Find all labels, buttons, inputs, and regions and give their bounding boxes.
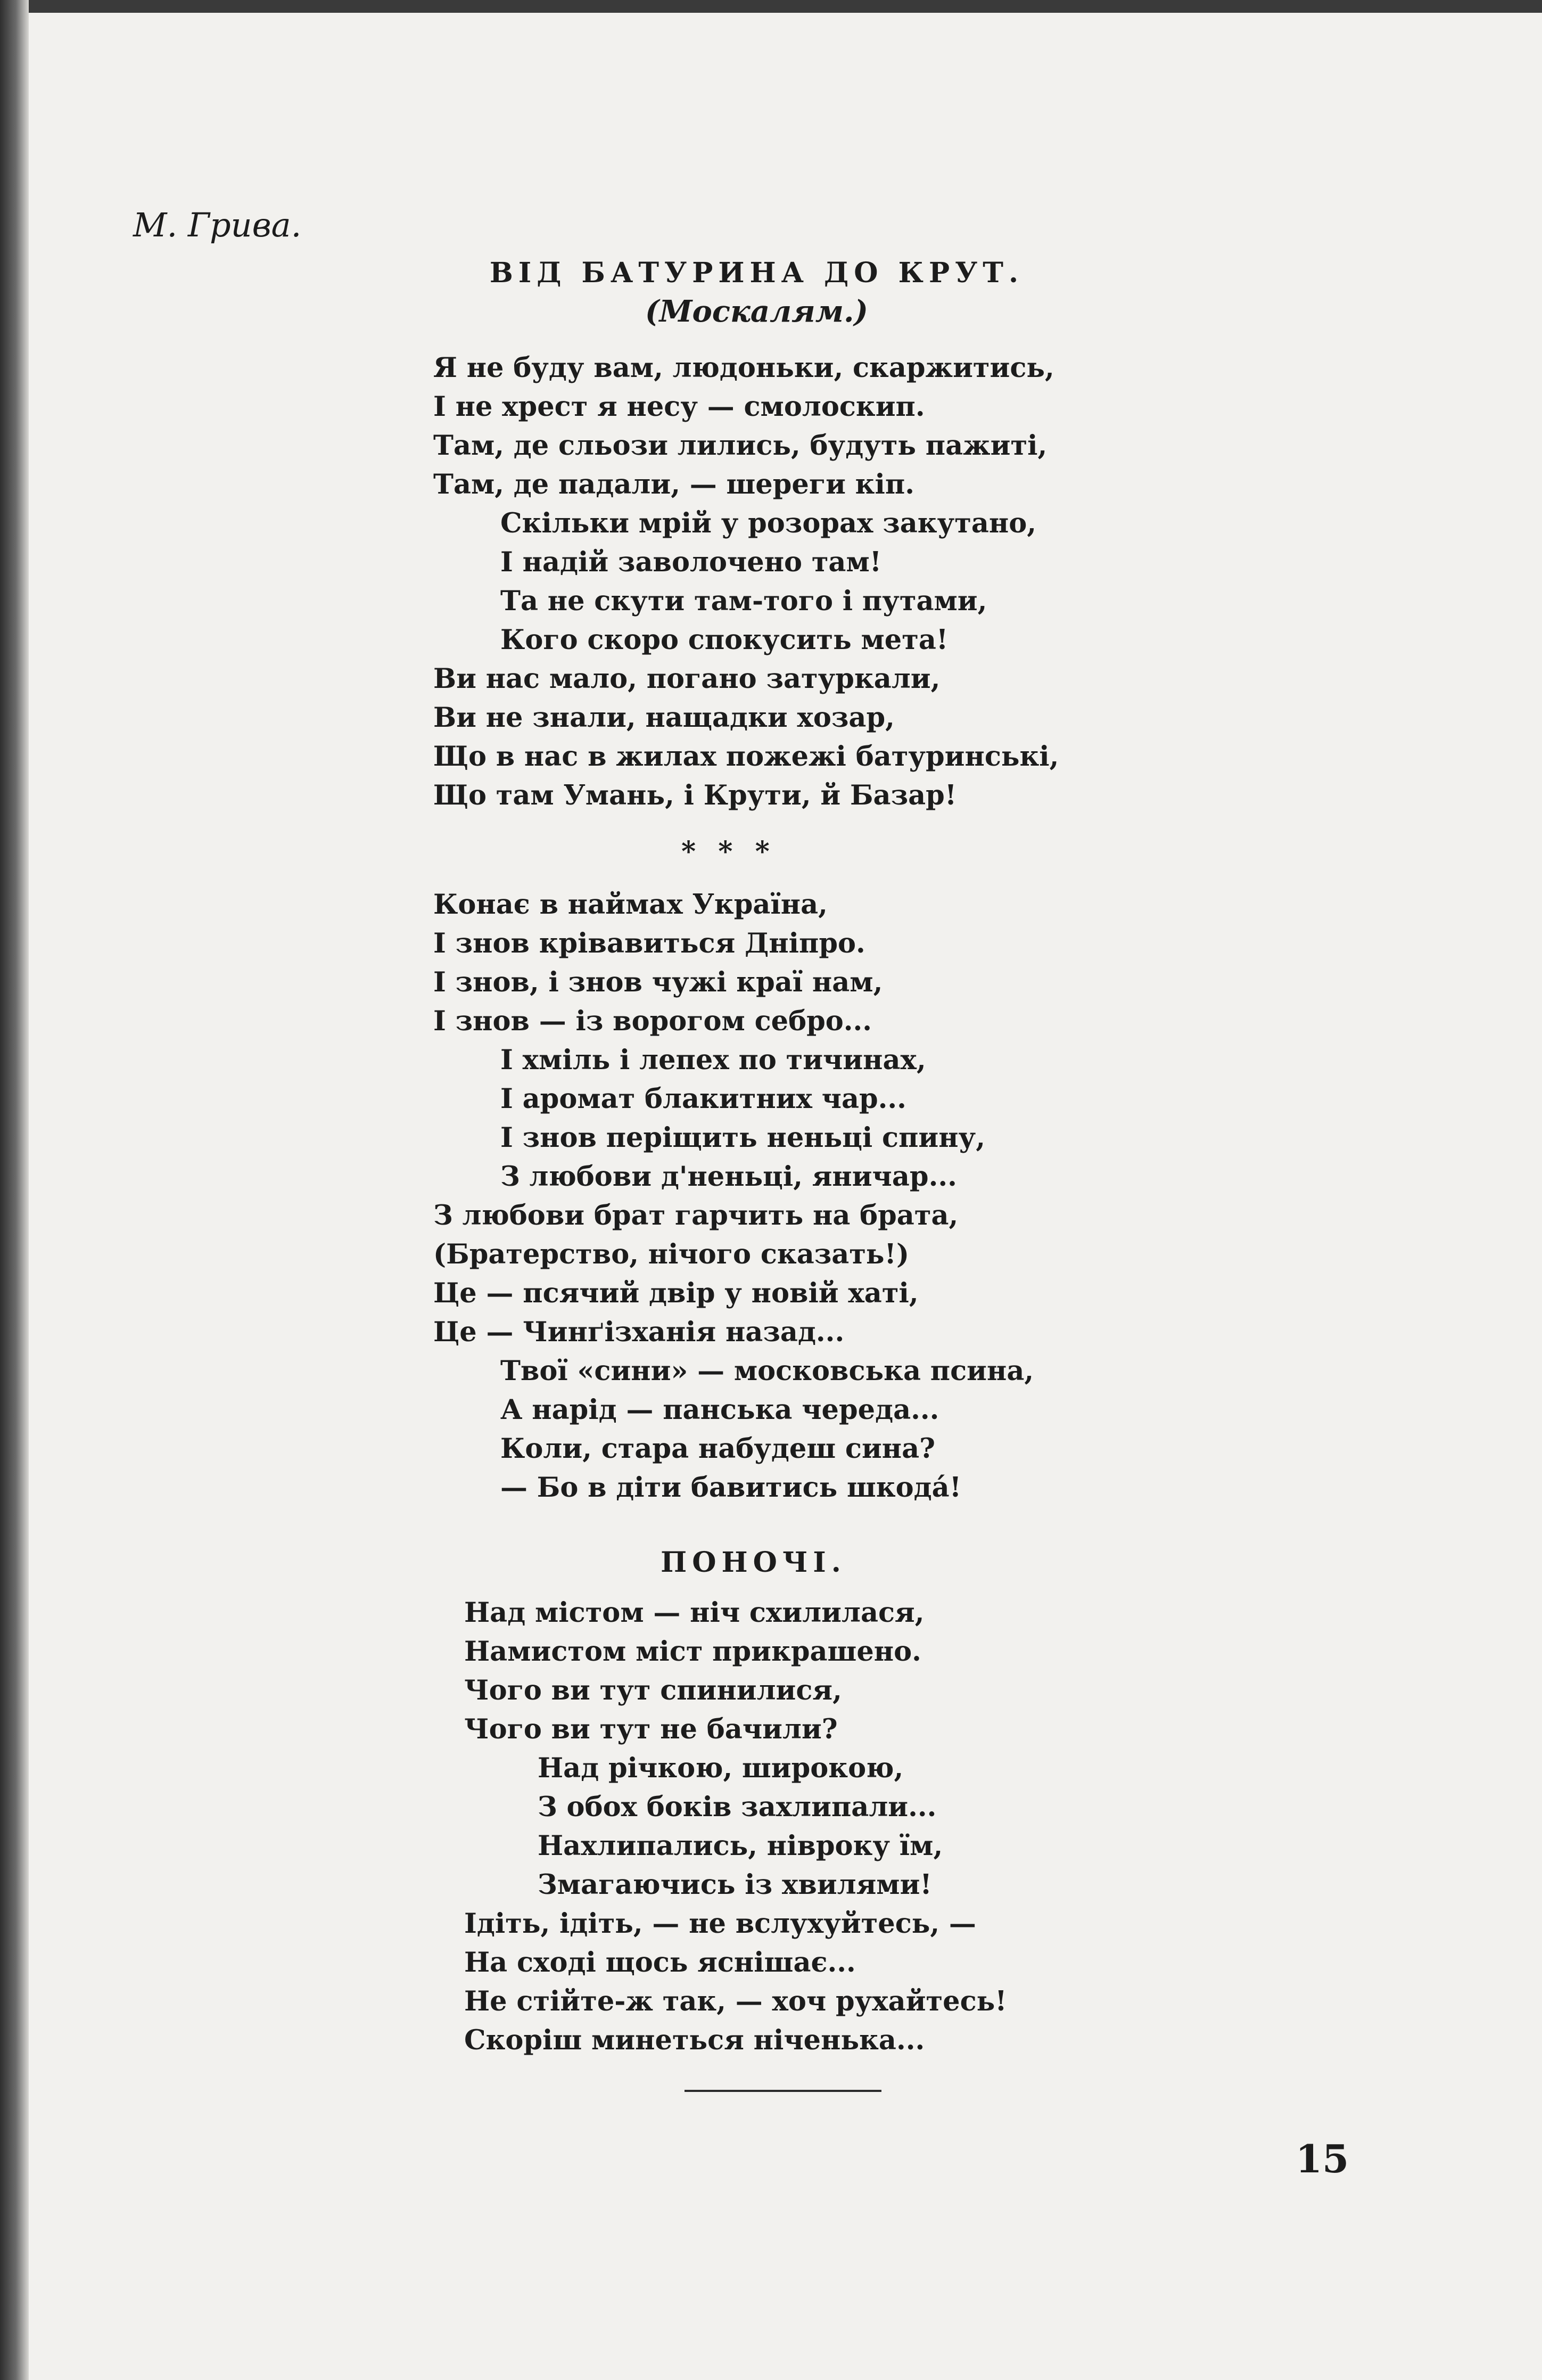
verse-line: Скільки мрій у розорах закутано, — [500, 507, 1037, 539]
author-name: М. Грива. — [133, 206, 302, 244]
verse-line: Ідіть, ідіть, — не вслухуйтесь, — — [464, 1908, 976, 1940]
verse-line: Це — Чинґізханія назад... — [433, 1316, 845, 1348]
verse-line: І надій заволочено там! — [500, 546, 882, 578]
verse-line: Та не скути там-того і путами, — [500, 585, 987, 617]
verse-line: — Бо в діти бавитись шкода́! — [500, 1472, 962, 1504]
verse-line: Не стійте-ж так, — хоч рухайтесь! — [464, 1985, 1007, 2017]
verse-line: Там, де падали, — шереги кіп. — [433, 469, 914, 500]
verse-line: Це — псячий двір у новій хаті, — [433, 1277, 919, 1309]
verse-line: І хміль і лепех по тичинах, — [500, 1044, 926, 1076]
verse-line: Що в нас в жилах пожежі батуринські, — [433, 741, 1059, 773]
page-number: 15 — [1296, 2136, 1349, 2181]
poem-subtitle: (Москалям.) — [645, 294, 868, 329]
verse-line: Я не буду вам, людоньки, скаржитись, — [433, 352, 1054, 384]
verse-line: Там, де сльози лились, будуть пажиті, — [433, 430, 1048, 462]
verse-line: Скоріш минеться ніченька... — [464, 2024, 925, 2056]
book-page — [29, 13, 1542, 2380]
verse-line: Над містом — ніч схилилася, — [464, 1597, 925, 1629]
verse-line: Чого ви тут спинилися, — [464, 1675, 842, 1706]
verse-line: Чого ви тут не бачили? — [464, 1713, 838, 1745]
verse-line: З любови д'неньці, яничар... — [500, 1161, 957, 1193]
verse-line: (Братерство, нічого сказать!) — [433, 1238, 910, 1270]
poem-title: ВІД БАТУРИНА ДО КРУТ. — [489, 257, 1024, 289]
verse-line: З любови брат гарчить на брата, — [433, 1200, 959, 1232]
verse-line: І аромат блакитних чар... — [500, 1083, 906, 1115]
closing-rule — [685, 2090, 881, 2092]
verse-line: Над річкою, широкою, — [538, 1752, 904, 1784]
scan-top-edge — [29, 0, 1542, 13]
verse-line: І знов крівавиться Дніпро. — [433, 928, 865, 959]
verse-line: Ви не знали, нащадки хозар, — [433, 702, 895, 734]
verse-line: Намистом міст прикрашено. — [464, 1636, 921, 1668]
book-spine-shadow — [0, 0, 29, 2380]
verse-line: Змагаючись із хвилями! — [538, 1869, 932, 1901]
verse-line: Конає в наймах Україна, — [433, 889, 828, 921]
verse-line: І знов — із ворогом себро... — [433, 1005, 872, 1037]
verse-line: І не хрест я несу — смолоскип. — [433, 391, 925, 423]
verse-line: На сході щось яснішає... — [464, 1947, 856, 1979]
verse-line: Твої «сини» — московська псина, — [500, 1355, 1034, 1387]
verse-line: І знов періщить неньці спину, — [500, 1122, 985, 1154]
verse-line: Нахлипались, нівроку їм, — [538, 1830, 943, 1862]
verse-line: Кого скоро спокусить мета! — [500, 624, 949, 656]
verse-line: Що там Умань, і Крути, й Базар! — [433, 779, 957, 811]
poem-title: ПОНОЧІ. — [661, 1546, 846, 1579]
section-separator: * * * — [681, 835, 776, 868]
verse-line: А нарід — панська череда... — [500, 1394, 939, 1426]
verse-line: З обох боків захлипали... — [538, 1791, 937, 1823]
verse-line: І знов, і знов чужі краї нам, — [433, 966, 883, 998]
verse-line: Коли, стара набудеш сина? — [500, 1433, 936, 1465]
verse-line: Ви нас мало, погано затуркали, — [433, 663, 941, 695]
